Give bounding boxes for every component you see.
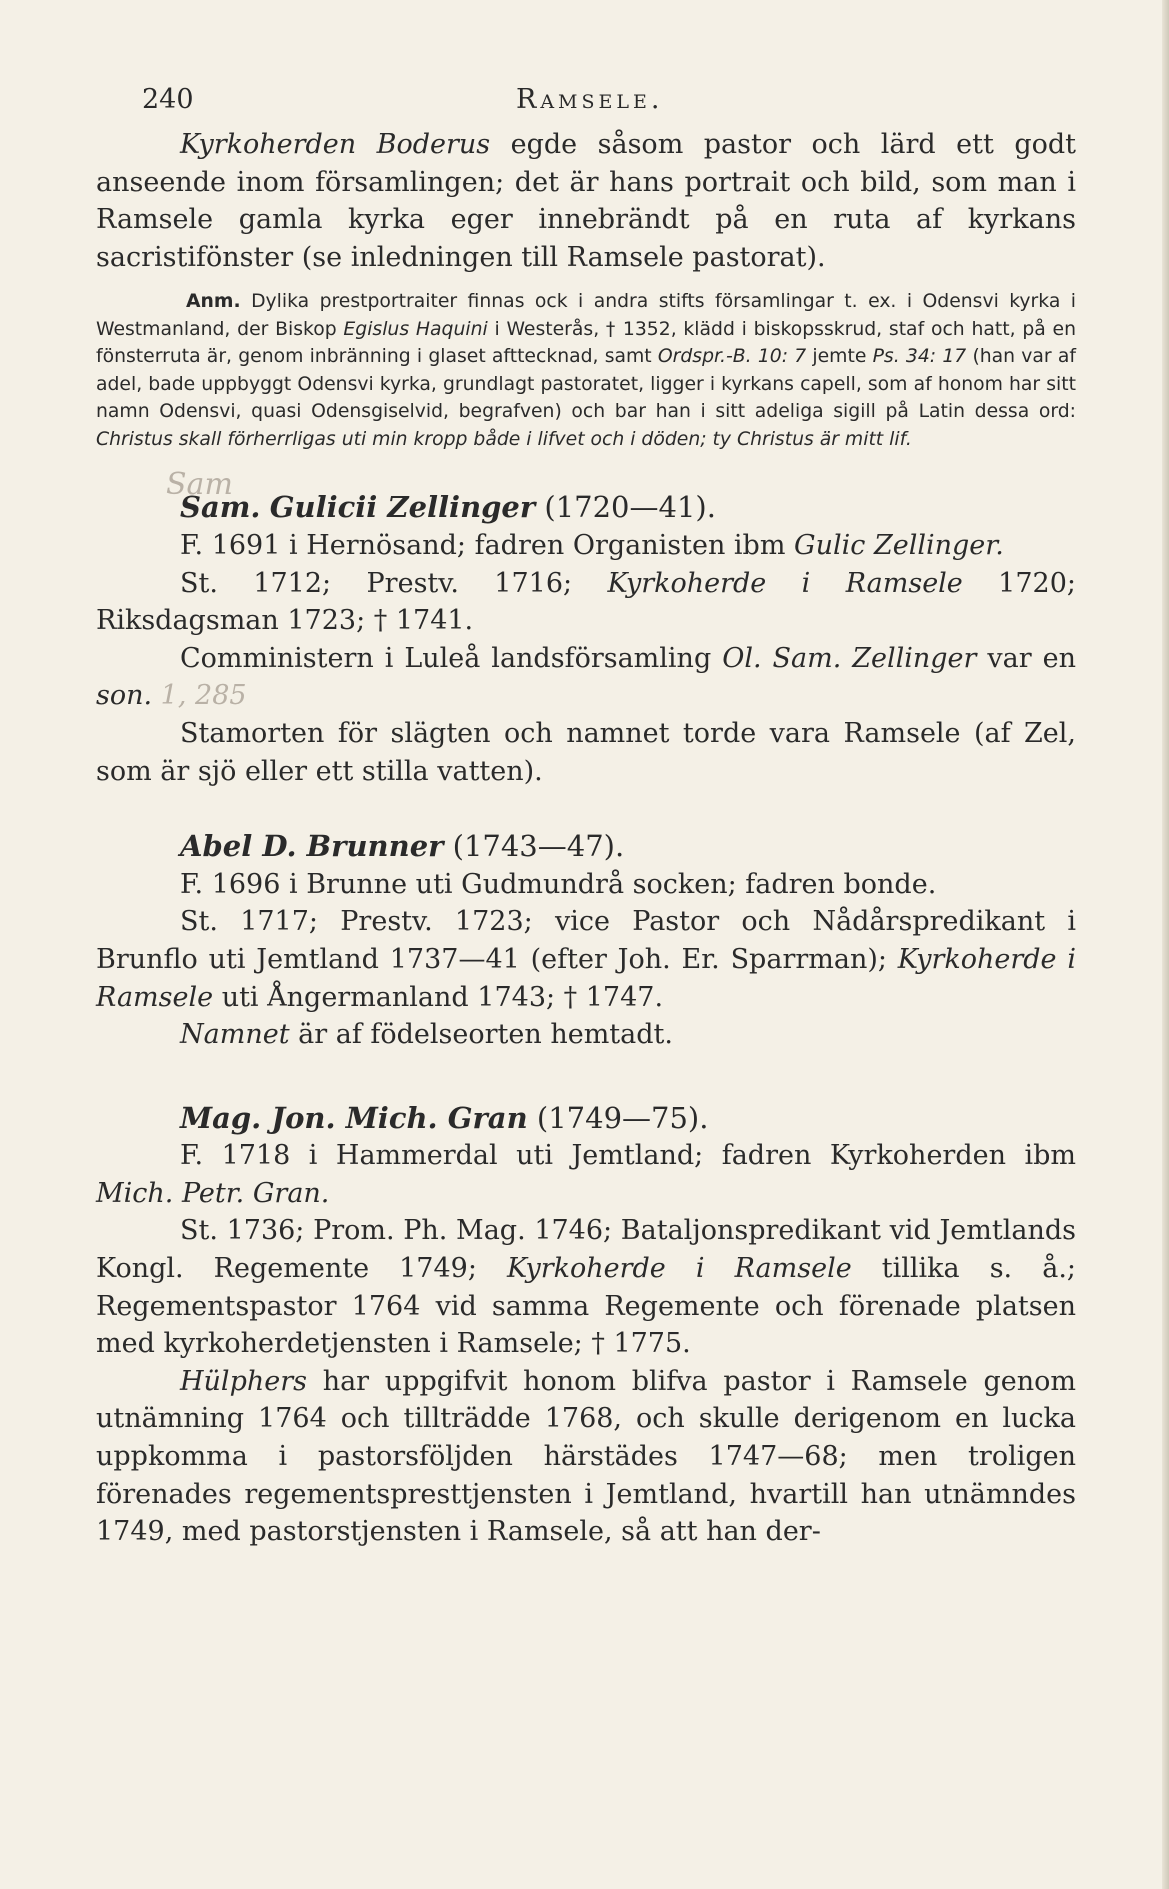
text-run: egde såsom pastor och lärd ett godt anseende inom församlingen; det är hans portrait och bild, som man i Ramsele gamla kyrka eger innebrändt på en ruta af kyrkans sacristifönster (se inledningen till Ramsele pastorat). <box>96 129 1076 273</box>
text-run: var en <box>976 642 1077 674</box>
intro-paragraph <box>96 126 1076 276</box>
entry-paragraph <box>96 903 1076 1016</box>
text-run: har uppgifvit honom blifva pastor i Ramsele genom utnämning 1764 och tillträdde 1768, och skulle derigenom en lucka uppkomma i pastorsföljden härstädes 1747—68; men troligen förenades regementspresttjensten i Jemtland, hvartill han utnämndes 1749, med pastorstjensten i Ramsele, så att han der- <box>96 1365 1076 1548</box>
entry-name: Gulicii Zellinger <box>269 490 536 525</box>
margin-annotation: 1, 285 <box>152 680 247 712</box>
entry-paragraph <box>96 565 1076 640</box>
italic-run: Gulic Zellinger. <box>794 529 1004 561</box>
text-run: tillika s. å.; Regementspastor 1764 vid samma Regemente och förenade platsen med kyrkoherdetjensten i Ramsele; † 1775. <box>96 1253 1076 1360</box>
entry-heading <box>180 828 1076 866</box>
entry-heading <box>180 489 1076 527</box>
entry-paragraph <box>96 1016 1076 1054</box>
text-run: jemte <box>806 346 873 368</box>
entry-paragraph <box>96 1137 1076 1212</box>
italic-run: Christus skall förherrligas uti min kropp både i lifvet och i döden; ty Christus är mitt lif. <box>96 428 912 450</box>
italic-run: Ordspr.-B. 10: 7 <box>657 346 807 368</box>
text-run: är af födelseorten hemtadt. <box>289 1019 673 1051</box>
annotation-note <box>96 288 1076 453</box>
entry-name: Mag. Jon. Mich. Gran <box>180 1100 528 1135</box>
entry-years: (1743—47). <box>452 829 625 864</box>
entry-paragraph <box>96 527 1076 565</box>
annotation-label: Anm. <box>186 291 241 313</box>
italic-run: Kyrkoherden Boderus <box>180 129 491 160</box>
entry-paragraph <box>96 640 1076 715</box>
text-run: (han var af adel, bade uppbyggt Odensvi kyrka, grundlagt pastoratet, ligger i kyrkans capell, som af honom har sitt namn Odensvi, quasi Odensgiselvid, begrafven) och bar han i sitt adeliga sigill på Latin dessa ord: <box>96 346 1076 423</box>
italic-run: Ps. 34: 17 <box>872 346 967 368</box>
text-run: St. 1717; Prestv. 1723; vice Pastor och Nådårspredikant i Brunflo uti Jemtland 1737—41 (efter Joh. Er. Sparrman); <box>96 906 1076 975</box>
running-title: Ramsele. <box>516 84 664 115</box>
text-run: St. 1712; Prestv. 1716; <box>180 567 608 599</box>
page-edge <box>1162 0 1169 1889</box>
text-run: F. 1696 i Brunne uti Gudmundrå socken; fadren bonde. <box>180 868 937 900</box>
italic-run: son. <box>96 680 153 712</box>
text-run: 1720; Riksdagsman 1723; † 1741. <box>96 567 1076 637</box>
entry-title: Sam. <box>180 490 261 525</box>
entry-paragraph <box>96 715 1076 790</box>
italic-run: Namnet <box>180 1019 290 1051</box>
margin-annotation: Sam <box>166 467 233 503</box>
text-run: F. 1691 i Hernösand; fadren Organisten ibm <box>180 529 795 561</box>
entry-heading <box>180 1100 1076 1138</box>
page-number: 240 <box>142 84 194 115</box>
italic-run: Hülphers <box>180 1365 307 1397</box>
italic-run: Kyrkoherde i Ramsele <box>96 943 1076 1013</box>
text-run: Stamorten för slägten och namnet torde vara Ramsele (af Zel, som är sjö eller ett stilla vatten). <box>96 717 1076 787</box>
italic-run: Mich. Petr. Gran. <box>96 1177 330 1209</box>
text-run: Comministern i Luleå landsförsamling <box>180 642 723 674</box>
text-run: Dylika prestportraiter finnas ock i andra stifts församlingar t. ex. i Odensvi kyrka i Westmanland, der Biskop <box>96 291 1076 340</box>
text-run: uti Ångermanland 1743; † 1747. <box>213 981 664 1013</box>
italic-run: Ol. Sam. Zellinger <box>722 642 977 674</box>
entry-paragraph <box>96 1363 1076 1551</box>
entry-paragraph <box>96 866 1076 904</box>
text-run: St. 1736; Prom. Ph. Mag. 1746; Bataljonspredikant vid Jemtlands Kongl. Regemente 1749; <box>96 1215 1076 1285</box>
text-run: F. 1718 i Hammerdal uti Jemtland; fadren Kyrkoherden ibm <box>180 1140 1076 1172</box>
annotation-text <box>96 291 1076 450</box>
italic-run: Kyrkoherde i Ramsele <box>507 1253 852 1285</box>
italic-run: Kyrkoherde i Ramsele <box>607 567 963 599</box>
entry-paragraph <box>96 1212 1076 1362</box>
italic-run: Egislus Haquini <box>343 318 488 340</box>
book-page <box>96 70 1076 1551</box>
entry-name: Abel D. Brunner <box>180 829 444 864</box>
page-header <box>96 70 1076 126</box>
clergy-entries <box>96 453 1076 1550</box>
text-run: i Westerås, † 1352, klädd i biskopsskrud, staf och hatt, på en fönsterruta är, genom inbränning i glaset afttecknad, samt <box>96 318 1076 368</box>
entry-years: (1749—75). <box>536 1100 709 1135</box>
entry-years: (1720—41). <box>544 490 716 525</box>
